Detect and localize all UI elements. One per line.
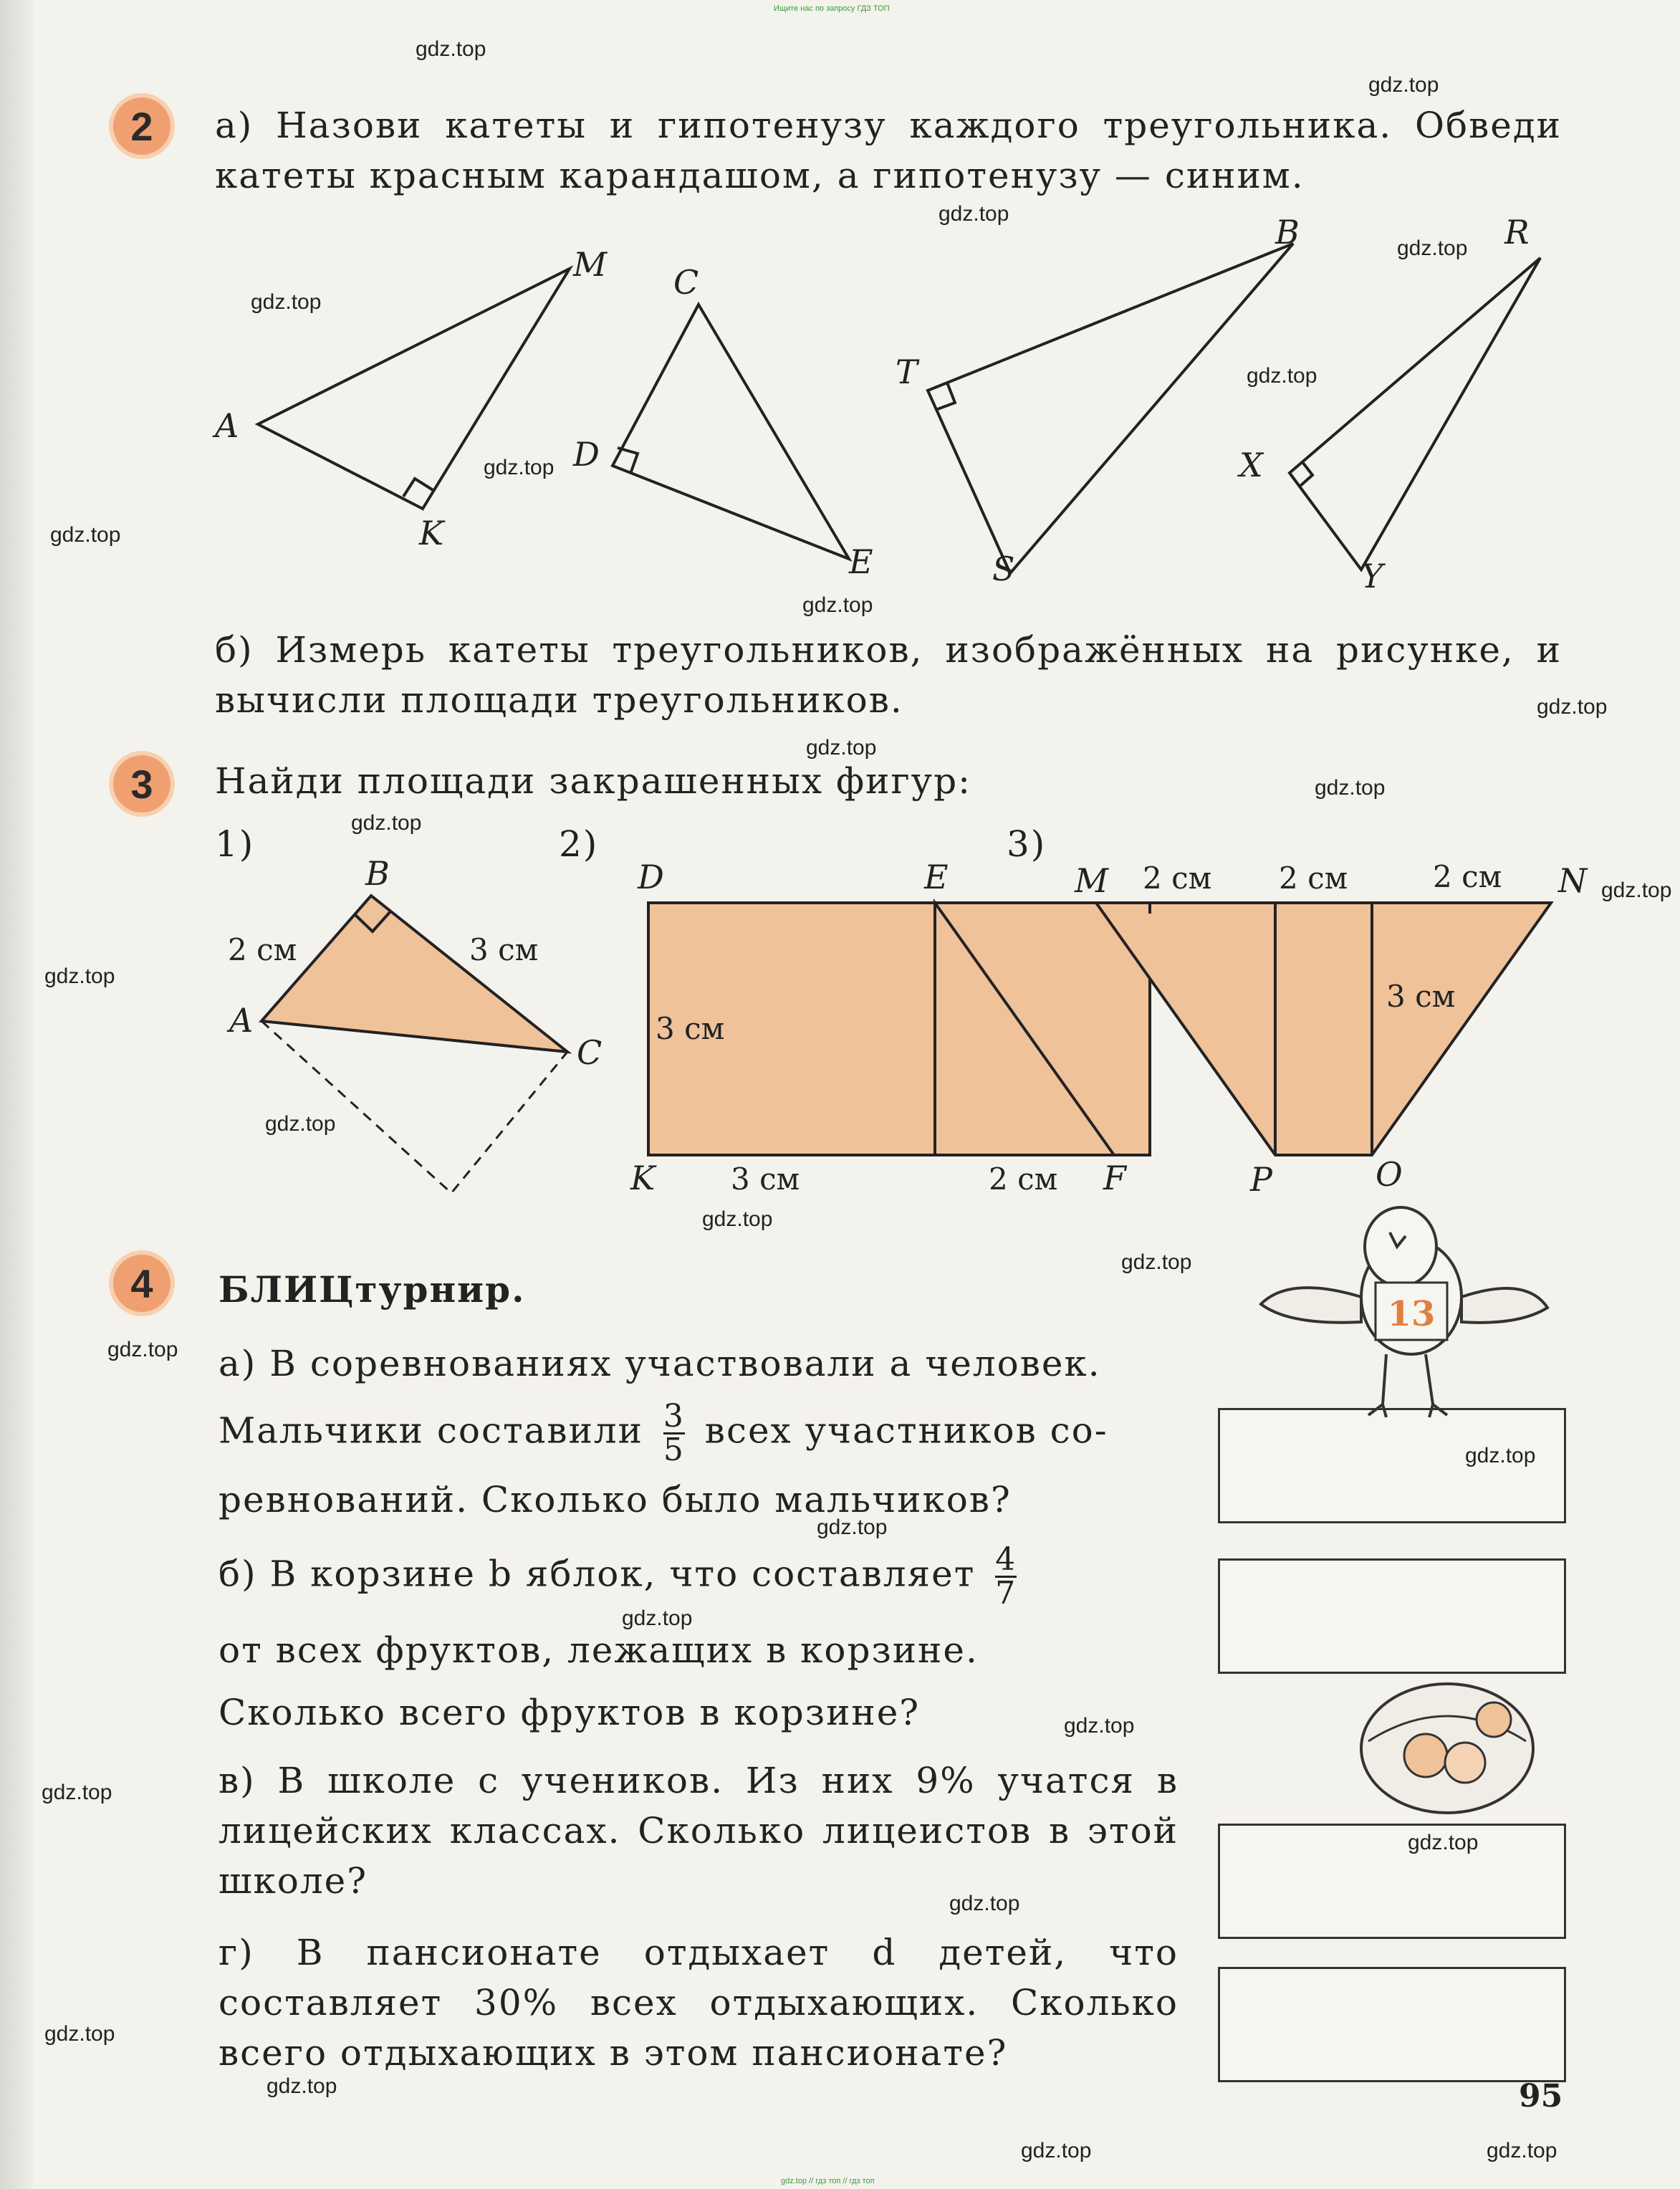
fraction-three-fifths (663, 1398, 685, 1468)
watermark: gdz.top (1247, 364, 1317, 388)
answer-box-d[interactable] (1218, 1967, 1566, 2082)
watermark: gdz.top (1601, 878, 1672, 902)
watermark: gdz.top (44, 2022, 115, 2046)
task-number-badge: 3 (109, 751, 175, 817)
fig1-vertex-c: C (577, 1033, 603, 1072)
task4-c-text: в) В школе c учеников. Из них 9% учатся в лицейских классах. Сколько лицеистов в этой школе? (219, 1760, 1179, 1902)
watermark: gdz.top (1465, 1444, 1536, 1467)
watermark: gdz.top (267, 2074, 337, 2098)
page-number: 95 (1519, 2078, 1563, 2114)
watermark: gdz.top (107, 1338, 178, 1361)
fig3-label: 3) (1007, 823, 1047, 865)
task4-a-text-before: Мальчики составили (219, 1409, 643, 1452)
vertex-label-s: S (992, 550, 1015, 588)
watermark: gdz.top (1408, 1831, 1479, 1854)
watermark: gdz.top (622, 1606, 693, 1630)
vertex-label-k: K (419, 514, 444, 552)
fraction-numerator: 3 (663, 1398, 685, 1434)
task-number-badge: 4 (109, 1250, 175, 1316)
watermark: gdz.top (806, 736, 877, 760)
fig2-bottom-2: 2 см (989, 1161, 1058, 1197)
task4-b-line1 (219, 1541, 1193, 1611)
fig3-top-2: 2 см (1279, 861, 1348, 896)
vertex-label-d: D (573, 435, 600, 474)
watermark: gdz.top (351, 811, 422, 835)
fig3-height: 3 см (1386, 979, 1456, 1014)
fig2-vertex-d: D (638, 858, 664, 896)
vertex-label-b: B (1275, 213, 1300, 252)
bird-illustration (1247, 1189, 1562, 1433)
watermark: gdz.top (817, 1515, 888, 1539)
page-spine-shadow (0, 0, 33, 2189)
vertex-label-c: C (673, 263, 699, 302)
footer-note: gdz.top // гдз топ // гдз топ (781, 2177, 875, 2185)
header-note: Ищите нас по запросу ГДЗ ТОП (774, 4, 890, 13)
task4-b-line2: от всех фруктов, лежащих в корзине. (219, 1629, 979, 1671)
fruit-basket-illustration (1347, 1662, 1547, 1820)
fig2-vertex-e: E (924, 858, 949, 896)
fraction-denominator: 5 (663, 1432, 685, 1468)
vertex-label-a: A (215, 406, 239, 445)
watermark: gdz.top (1368, 73, 1439, 97)
vertex-label-r: R (1504, 213, 1530, 252)
watermark: gdz.top (42, 1781, 112, 1804)
vertex-label-m: M (573, 245, 608, 284)
answer-box-c[interactable] (1218, 1824, 1566, 1939)
task4-title: БЛИЦтурнир. (219, 1268, 526, 1311)
task4-b-text-before: б) В корзине b яблок, что составляет (219, 1553, 976, 1595)
watermark: gdz.top (1064, 1714, 1135, 1738)
watermark: gdz.top (1537, 695, 1608, 719)
watermark: gdz.top (484, 456, 555, 479)
watermark: gdz.top (44, 964, 115, 988)
answer-box-b[interactable] (1218, 1558, 1566, 1674)
fig2-vertex-f: F (1103, 1159, 1126, 1197)
fraction-denominator: 7 (995, 1575, 1017, 1611)
task-number-badge: 2 (109, 93, 175, 159)
watermark: gdz.top (50, 523, 121, 547)
fig1-label: 1) (215, 823, 255, 865)
vertex-label-t: T (896, 353, 918, 391)
triangle-rxy (1290, 258, 1540, 570)
watermark: gdz.top (265, 1112, 336, 1136)
watermark: gdz.top (702, 1207, 773, 1231)
task3-title: Найди площади закрашенных фигур: (215, 760, 971, 802)
vertex-label-e: E (849, 542, 873, 581)
fig2-vertex-k: K (630, 1159, 656, 1197)
fig1-vertex-b: B (365, 854, 390, 893)
fig1-vertex-a: A (229, 1001, 254, 1040)
fig2-label: 2) (559, 823, 599, 865)
watermark: gdz.top (1121, 1250, 1192, 1274)
task3-figures (215, 854, 1588, 1204)
task4-a-line2 (219, 1398, 1193, 1468)
task4-b-line3: Сколько всего фруктов в корзине? (219, 1692, 921, 1733)
fig2-bottom-1: 3 см (731, 1161, 800, 1197)
fraction-four-sevenths (995, 1541, 1017, 1611)
task4-a-line3: ревнований. Сколько было мальчиков? (219, 1479, 1012, 1520)
fig3-top-3: 2 см (1433, 859, 1502, 894)
fig3-vertex-n: N (1558, 861, 1588, 900)
watermark: gdz.top (1021, 2139, 1092, 2162)
watermark: gdz.top (1397, 236, 1468, 260)
fraction-numerator: 4 (995, 1541, 1017, 1578)
bird-jersey-number: 13 (1387, 1294, 1436, 1334)
triangle-cde (613, 305, 849, 559)
vertex-label-y: Y (1361, 557, 1383, 595)
watermark: gdz.top (949, 1892, 1020, 1915)
watermark: gdz.top (251, 290, 322, 314)
watermark: gdz.top (802, 593, 873, 617)
watermark: gdz.top (939, 202, 1009, 226)
task2-text-b: б) Измерь катеты треугольников, изображённых на рисунке, и вычисли площади треугольников. (215, 629, 1562, 721)
fig3-vertex-o: O (1376, 1155, 1403, 1194)
triangle-bts (928, 244, 1293, 573)
fig1-side-bc: 3 см (469, 932, 539, 967)
fig1-side-ab: 2 см (228, 932, 297, 967)
task4-a-line1: а) В соревнованиях участвовали a человек. (219, 1343, 1101, 1384)
fig3-vertex-m: M (1075, 861, 1109, 900)
fig3-vertex-p: P (1250, 1160, 1272, 1199)
task4-d-text: г) В пансионате отдыхает d детей, что составляет 30% всех отдыхающих. Сколько всего отдыхающих в этом пансионате? (219, 1932, 1179, 2074)
fig2-side-height: 3 см (656, 1011, 725, 1046)
watermark: gdz.top (416, 37, 486, 61)
task2-text-a: а) Назови катеты и гипотенузу каждого треугольника. Обведи катеты красным карандашом, а гипотенузу — синим. (215, 105, 1562, 196)
fig3-top-1: 2 см (1143, 861, 1212, 896)
watermark: gdz.top (1315, 776, 1386, 800)
task4-a-text-after: всех участников со- (704, 1409, 1108, 1452)
watermark: gdz.top (1487, 2139, 1557, 2162)
vertex-label-x: X (1239, 446, 1263, 484)
